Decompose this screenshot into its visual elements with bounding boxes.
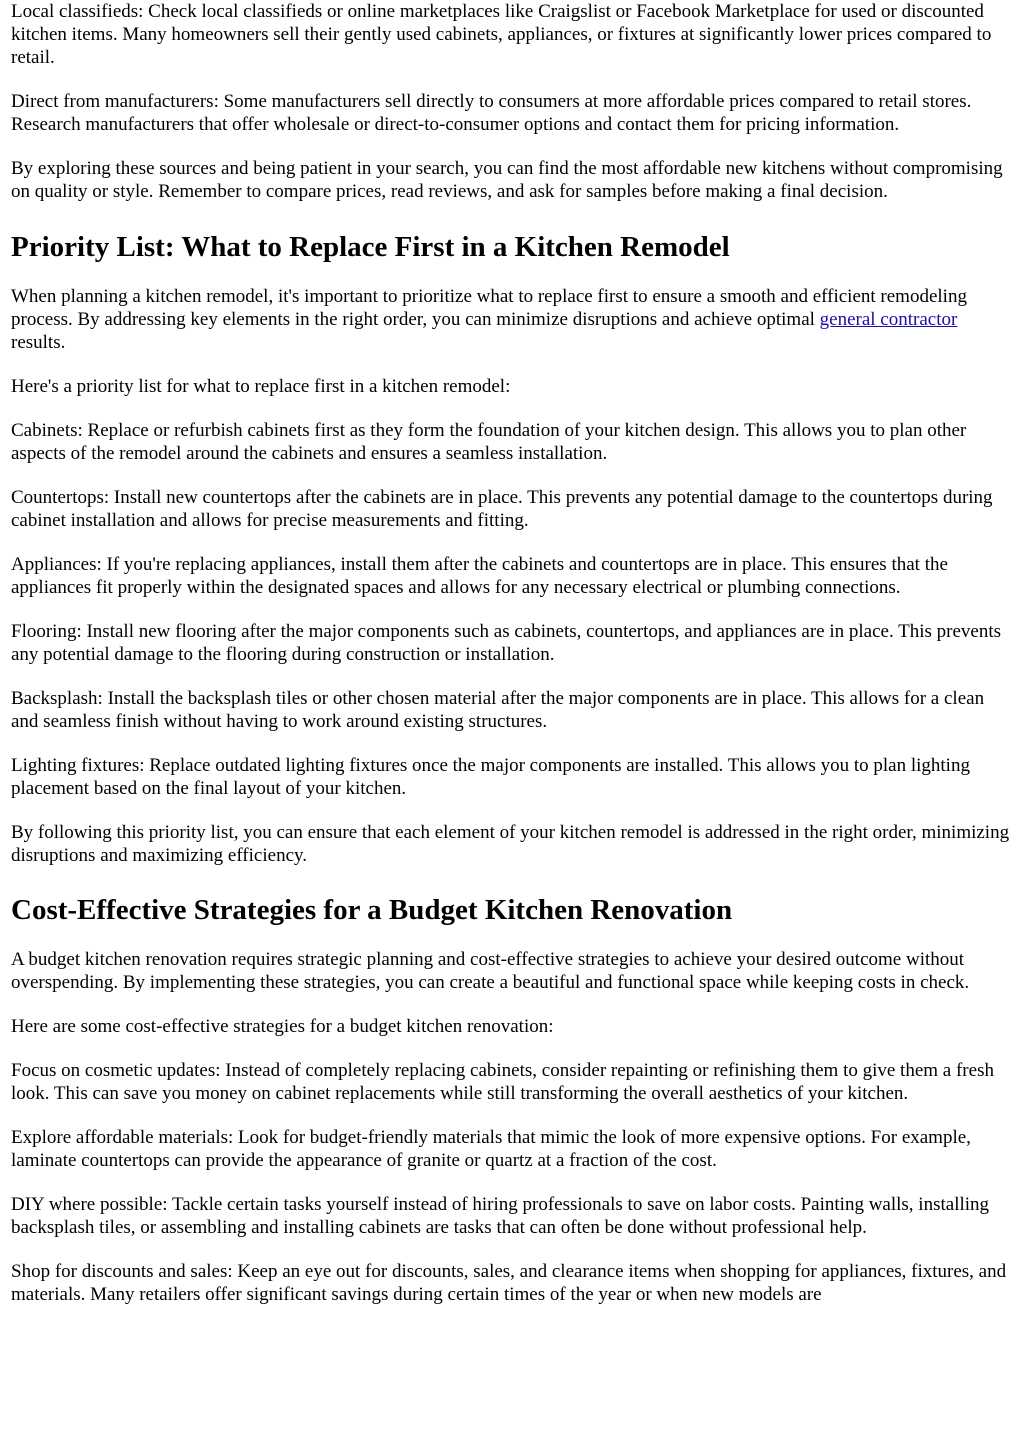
- paragraph-cosmetic-updates: Focus on cosmetic updates: Instead of completely replacing cabinets, consider repainting or refinishing them to give them a fresh look. This can save you money on cabinet replacements while still transforming the overall aesthetics of your kitchen.: [11, 1059, 994, 1105]
- heading-priority-list: Priority List: What to Replace First in a Kitchen Remodel: [11, 230, 730, 263]
- general-contractor-link[interactable]: general contractor: [819, 308, 958, 330]
- paragraph-priority-summary: By following this priority list, you can ensure that each element of your kitchen remodel is addressed in the right order, minimizing disruptions and maximizing efficiency.: [11, 821, 1010, 866]
- priority-intro-text: When planning a kitchen remodel, it's important to prioritize what to replace first to ensure a smooth and efficient remodeling process. By addressing key elements in the right order, you can minimize disruptions and achieve optimal: [11, 285, 967, 330]
- paragraph-discounts: Shop for discounts and sales: Keep an eye out for discounts, sales, and clearance items when shopping for appliances, fixtures, and materials. Many retailers offer significant savings during certain times of the year or when new models are: [11, 1260, 1007, 1306]
- priority-intro-tail: results.: [11, 332, 66, 354]
- paragraph-exploring-sources: By exploring these sources and being patient in your search, you can find the most affordable new kitchens without compromising on quality or style. Remember to compare prices, read reviews, and ask for samples before making a final decision.: [11, 158, 1003, 203]
- paragraph-cabinets: Cabinets: Replace or refurbish cabinets first as they form the foundation of your kitchen design. This allows you to plan other aspects of the remodel around the cabinets and ensures a seamless installation.: [11, 419, 967, 464]
- paragraph-flooring: Flooring: Install new flooring after the major components such as cabinets, countertops, and appliances are in place. This prevents any potential damage to the flooring during construction or installation.: [11, 620, 1002, 665]
- paragraph-direct-manufacturers: Direct from manufacturers: Some manufacturers sell directly to consumers at more affordable prices compared to retail stores. Research manufacturers that offer wholesale or direct-to-consumer options and contact them for pricing information.: [11, 91, 972, 136]
- paragraph-priority-lead: Here's a priority list for what to replace first in a kitchen remodel:: [11, 375, 511, 397]
- paragraph-local-classifieds: Local classifieds: Check local classifieds or online marketplaces like Craigslist or Facebook Marketplace for used or discounted kitchen items. Many homeowners sell their gently used cabinets, appliances, or fixtures at significantly lower prices compared to retail.: [11, 1, 992, 69]
- heading-cost-effective: Cost-Effective Strategies for a Budget Kitchen Renovation: [11, 894, 733, 927]
- paragraph-priority-intro: [11, 285, 1014, 355]
- paragraph-diy: DIY where possible: Tackle certain tasks yourself instead of hiring professionals to save on labor costs. Painting walls, installing backsplash tiles, or assembling and installing cabinets are tasks that can often be done without professional help.: [11, 1193, 990, 1239]
- paragraph-countertops: Countertops: Install new countertops after the cabinets are in place. This prevents any potential damage to the countertops during cabinet installation and allows for precise measurements and fitting.: [11, 486, 993, 531]
- paragraph-lighting: Lighting fixtures: Replace outdated lighting fixtures once the major components are installed. This allows you to plan lighting placement based on the final layout of your kitchen.: [11, 754, 970, 799]
- paragraph-affordable-materials: Explore affordable materials: Look for budget-friendly materials that mimic the look of more expensive options. For example, laminate countertops can provide the appearance of granite or quartz at a fraction of the cost.: [11, 1126, 971, 1172]
- paragraph-backsplash: Backsplash: Install the backsplash tiles or other chosen material after the major components are in place. This allows for a clean and seamless finish without having to work around existing structures.: [11, 687, 985, 732]
- paragraph-budget-intro: A budget kitchen renovation requires strategic planning and cost-effective strategies to achieve your desired outcome without overspending. By implementing these strategies, you can create a beautiful and functional space while keeping costs in check.: [11, 949, 970, 994]
- paragraph-appliances: Appliances: If you're replacing appliances, install them after the cabinets and countertops are in place. This ensures that the appliances fit properly within the designated spaces and allows for any necessary electrical or plumbing connections.: [11, 553, 948, 598]
- paragraph-strategies-lead: Here are some cost-effective strategies for a budget kitchen renovation:: [11, 1016, 554, 1038]
